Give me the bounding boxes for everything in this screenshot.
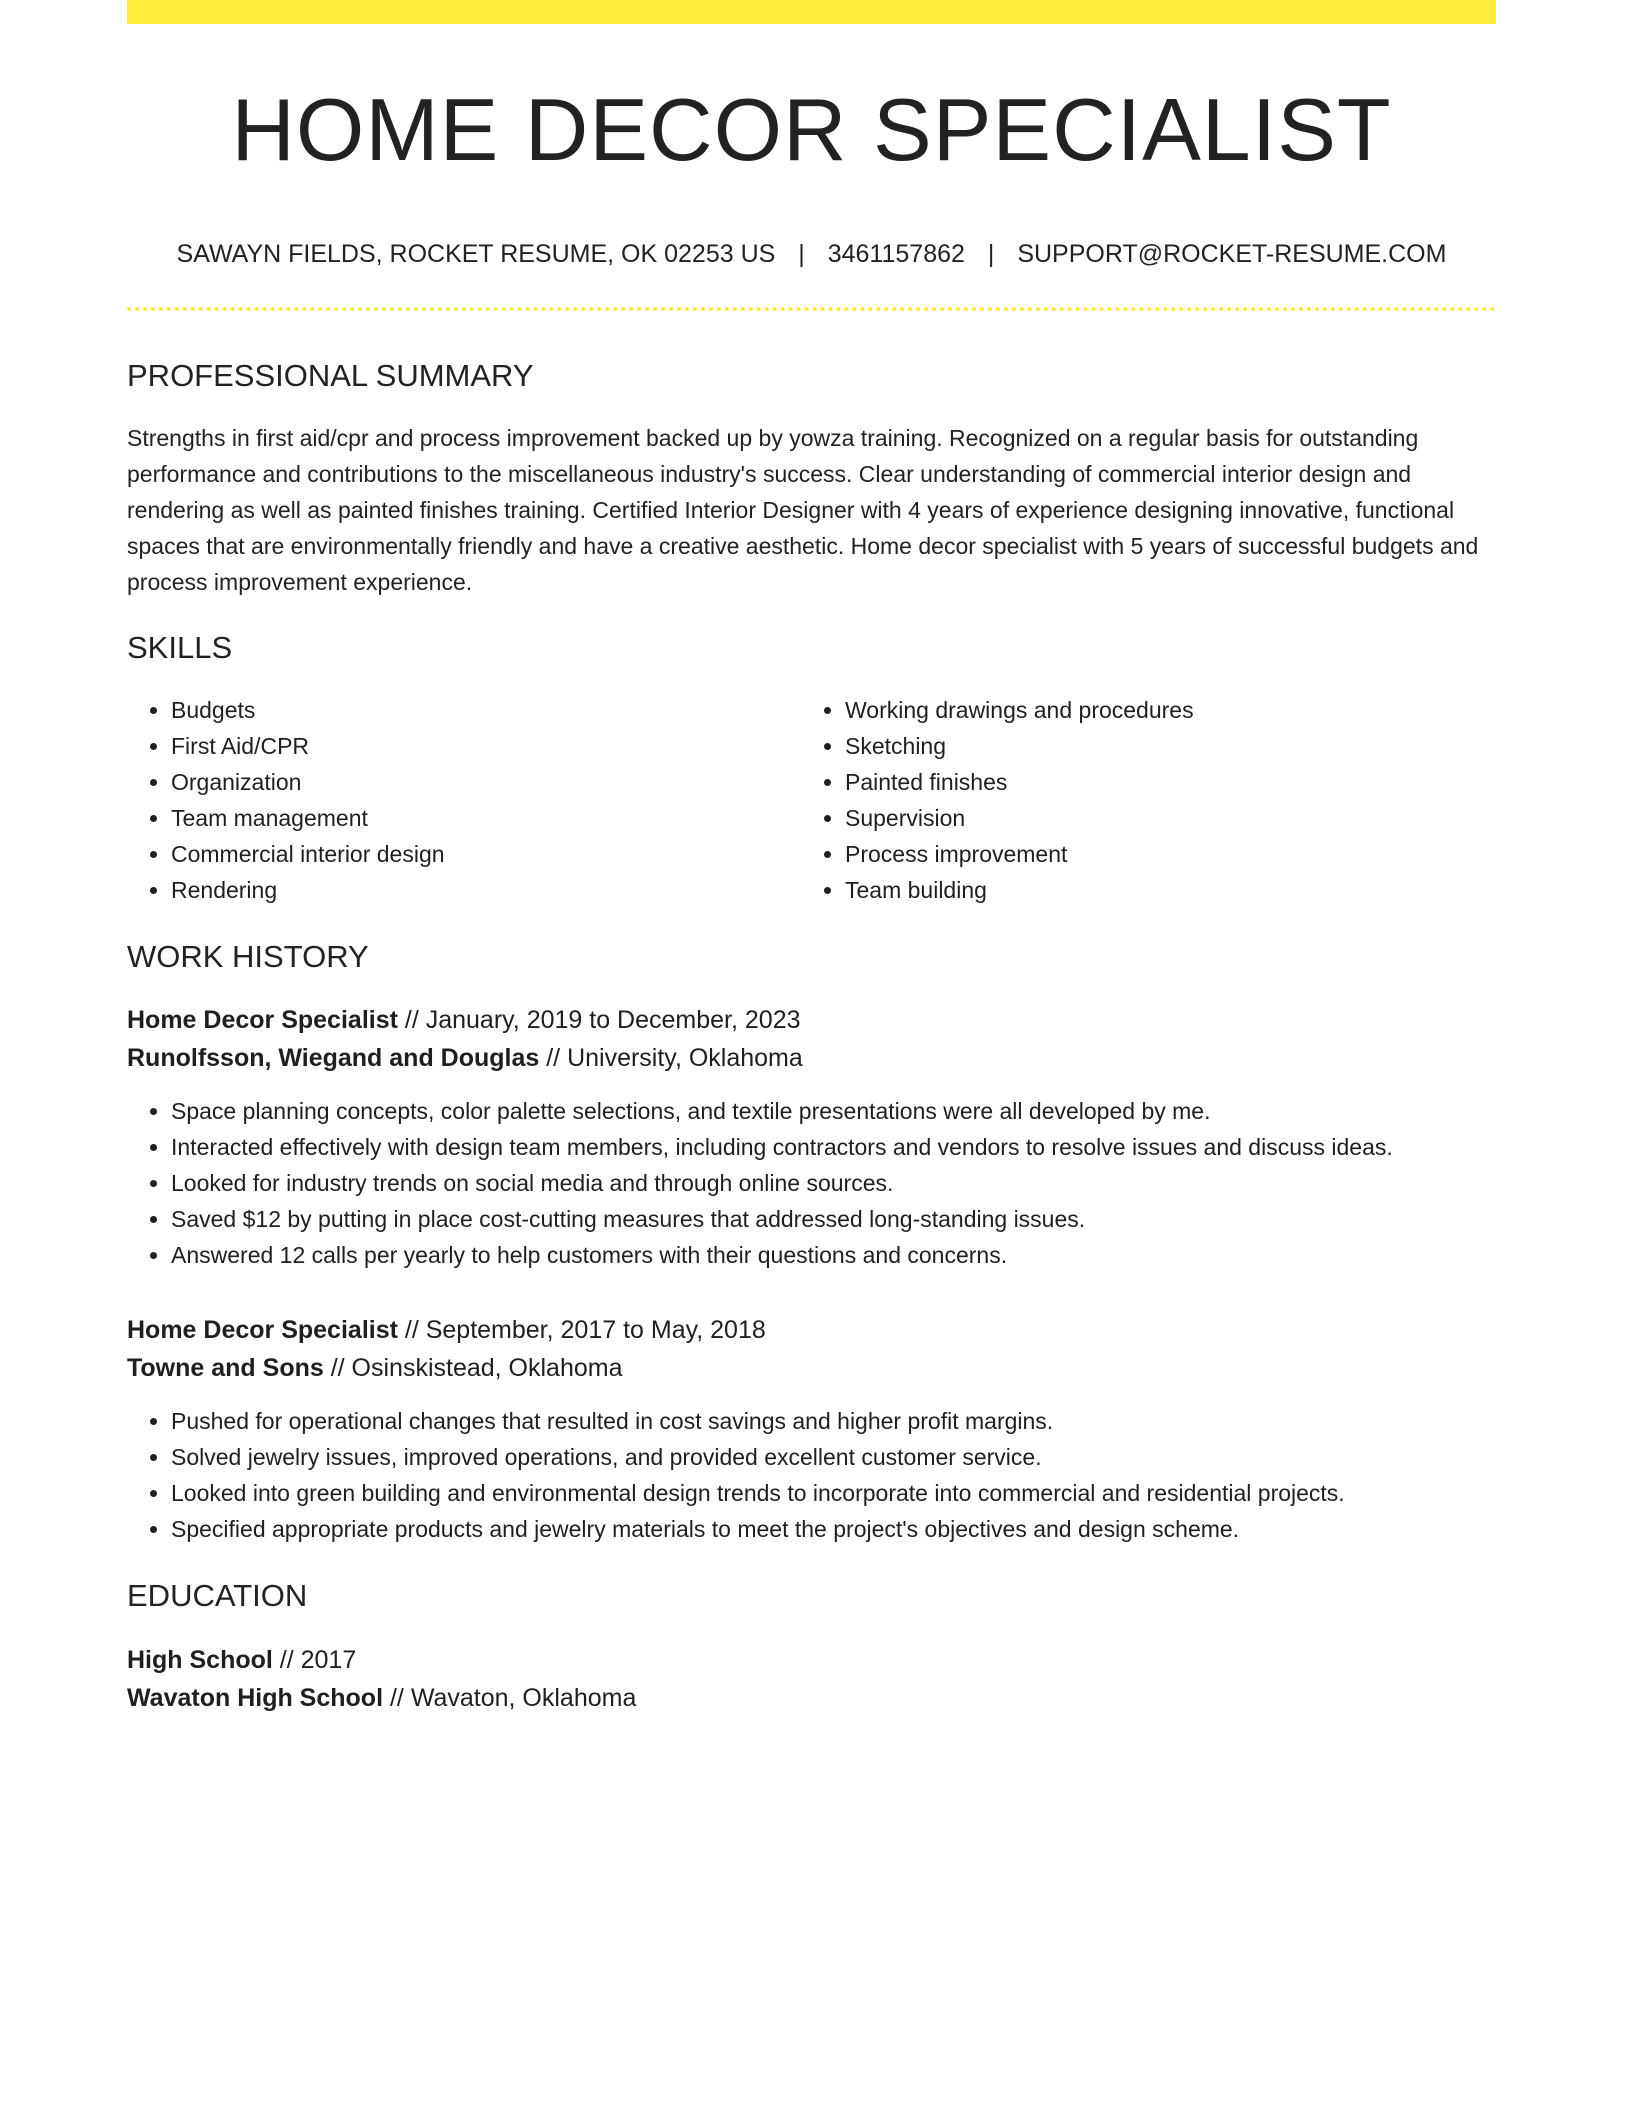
contact-email: SUPPORT@ROCKET-RESUME.COM xyxy=(1017,239,1447,268)
skill-item: • Supervision xyxy=(845,800,1475,836)
job-title-line xyxy=(127,1311,1496,1349)
contact-line xyxy=(127,239,1496,269)
summary-text: Strengths in first aid/cpr and process improvement backed up by yowza training. Recognized on a regular basis for outstanding performance and contributions to the miscellaneous industry's success. Clear understanding of commercial interior design and rendering as well as painted finishes training. Certified Interior Designer with 4 years of experience designing innovative, functional spaces that are environmentally friendly and have a creative aesthetic. Home decor specialist with 5 years of successful budgets and process improvement experience. xyxy=(127,424,1479,595)
job-bullet: • Saved $12 by putting in place cost-cutting measures that addressed long-standing issues. xyxy=(171,1201,1496,1237)
job-bullet: • Pushed for operational changes that resulted in cost savings and higher profit margins. xyxy=(171,1403,1496,1439)
contact-separator: | xyxy=(798,239,805,268)
job-company: Towne and Sons xyxy=(127,1354,324,1383)
job-entry xyxy=(127,1311,1496,1547)
skill-item: • Painted finishes xyxy=(845,764,1475,800)
education-location: // Wavaton, Oklahoma xyxy=(383,1683,637,1712)
education-heading: EDUCATION xyxy=(127,1578,308,1614)
job-bullets xyxy=(127,1403,1496,1547)
resume-name: HOME DECOR SPECIALIST xyxy=(231,80,1392,179)
skill-item: • First Aid/CPR xyxy=(171,728,801,764)
work-history-heading: WORK HISTORY xyxy=(127,939,369,975)
job-bullet: • Specified appropriate products and jewelry materials to meet the project's objectives and design scheme. xyxy=(171,1511,1496,1547)
skill-item: • Commercial interior design xyxy=(171,836,801,872)
skill-item: • Process improvement xyxy=(845,836,1475,872)
skills-list xyxy=(127,692,1496,908)
contact-separator: | xyxy=(987,239,995,268)
job-location: // University, Oklahoma xyxy=(539,1044,803,1073)
header-divider xyxy=(127,307,1496,311)
job-entry xyxy=(127,1001,1496,1273)
job-bullet: • Interacted effectively with design team members, including contractors and vendors to resolve issues and discuss ideas. xyxy=(171,1129,1496,1165)
job-dates: // September, 2017 to May, 2018 xyxy=(397,1316,766,1345)
contact-address: SAWAYN FIELDS, ROCKET RESUME, OK 02253 US xyxy=(176,239,776,268)
job-bullet: • Solved jewelry issues, improved operations, and provided excellent customer service. xyxy=(171,1439,1496,1475)
skill-item: • Budgets xyxy=(171,692,801,728)
job-bullets xyxy=(127,1093,1496,1273)
job-role: Home Decor Specialist xyxy=(127,1316,398,1345)
skill-item: • Team building xyxy=(845,872,1475,908)
skill-item: • Team management xyxy=(171,800,801,836)
job-bullet: • Looked into green building and environmental design trends to incorporate into commercial and residential projects. xyxy=(171,1475,1496,1511)
job-title-line xyxy=(127,1001,1496,1039)
skill-item: • Sketching xyxy=(845,728,1475,764)
job-dates: // January, 2019 to December, 2023 xyxy=(397,1006,801,1035)
education-entry xyxy=(127,1641,1496,1717)
job-role: Home Decor Specialist xyxy=(127,1006,398,1035)
job-bullet: • Space planning concepts, color palette selections, and textile presentations were all developed by me. xyxy=(171,1093,1496,1129)
job-company-line xyxy=(127,1039,1496,1077)
summary-heading: PROFESSIONAL SUMMARY xyxy=(127,357,534,393)
accent-top-bar xyxy=(127,0,1496,24)
skills-heading: SKILLS xyxy=(127,629,233,665)
job-location: // Osinskistead, Oklahoma xyxy=(323,1354,623,1383)
contact-phone: 3461157862 xyxy=(827,239,965,268)
education-degree: High School xyxy=(127,1645,273,1674)
skill-item: • Working drawings and procedures xyxy=(845,692,1475,728)
skills-column-right xyxy=(801,692,1475,908)
job-company-line xyxy=(127,1349,1496,1387)
job-company: Runolfsson, Wiegand and Douglas xyxy=(127,1044,540,1073)
education-school: Wavaton High School xyxy=(127,1683,384,1712)
education-degree-line xyxy=(127,1641,1496,1679)
skill-item: • Organization xyxy=(171,764,801,800)
skill-item: • Rendering xyxy=(171,872,801,908)
skills-column-left xyxy=(127,692,801,908)
job-bullet: • Answered 12 calls per yearly to help customers with their questions and concerns. xyxy=(171,1237,1496,1273)
education-school-line xyxy=(127,1679,1496,1717)
education-year: // 2017 xyxy=(272,1645,357,1674)
job-bullet: • Looked for industry trends on social media and through online sources. xyxy=(171,1165,1496,1201)
resume-page xyxy=(127,0,1496,1717)
